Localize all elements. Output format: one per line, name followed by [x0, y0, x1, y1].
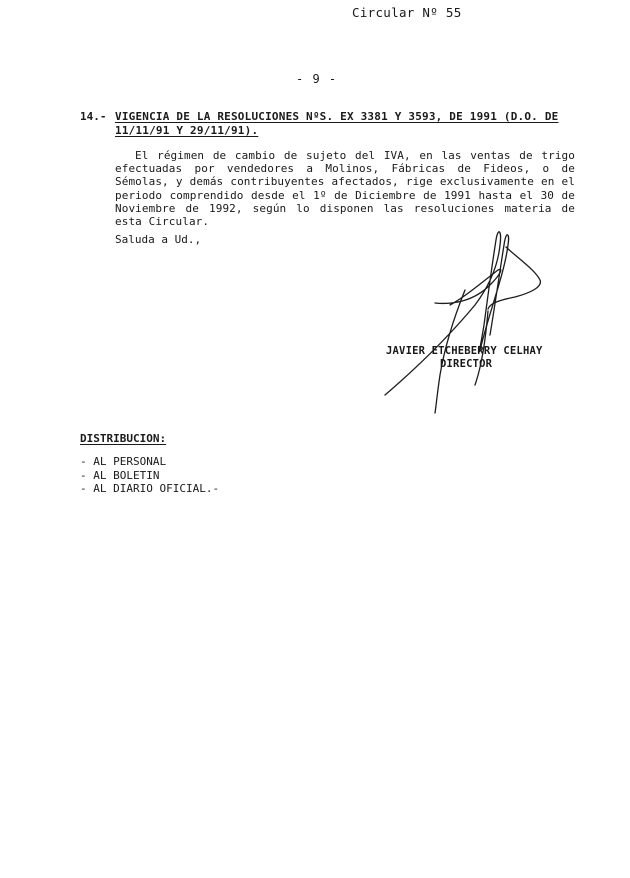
signer-title: DIRECTOR — [440, 358, 493, 370]
list-item: - AL PERSONAL — [80, 455, 167, 468]
circular-number: Circular Nº 55 — [352, 5, 462, 20]
distribution-heading: DISTRIBUCION: — [80, 432, 167, 445]
list-item: - AL BOLETIN — [80, 468, 160, 482]
list-item: - AL DIARIO OFICIAL.- — [80, 482, 220, 495]
closing-salutation: Saluda a Ud., — [115, 233, 202, 246]
handwritten-signature — [380, 225, 570, 420]
page-number: - 9 - — [296, 72, 338, 86]
section-title: VIGENCIA DE LA RESOLUCIONES NºS. EX 3381 Y 3593, DE 1991 (D.O. DE 11/11/91 Y 29/11/91). — [115, 110, 559, 137]
body-paragraph: El régimen de cambio de sujeto del IVA, en las ventas de trigo efectuadas por vendedores a Molinos, Fábricas de Fideos, o de Sémolas, y demás contribuyentes afectados, rige exclusivamente en el periodo comprendido desde el 1º de Diciembre de 1991 hasta el 30 de Noviembre de 1992, según lo disponen las resoluciones materia de esta Circular. — [115, 149, 575, 229]
section-number: 14.- — [80, 110, 107, 123]
distribution-list — [80, 455, 219, 496]
signer-name: JAVIER ETCHEBERRY CELHAY — [386, 345, 543, 357]
